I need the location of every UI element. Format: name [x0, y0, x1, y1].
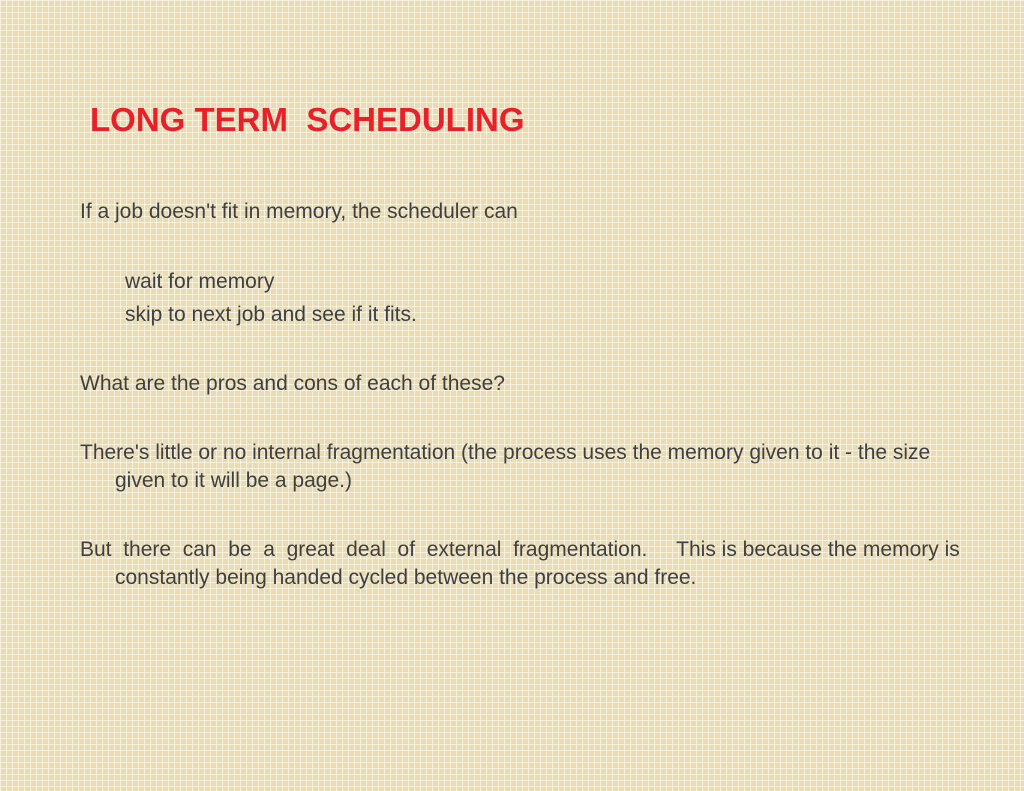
external-fragmentation-paragraph: [80, 536, 965, 592]
external-fragmentation-reason: This is because the memory is constantly being handed cycled between the process and free.: [115, 538, 960, 589]
internal-fragmentation-text: There's little or no internal fragmentation (the process uses the memory given to it - the size given to it will be a page.): [80, 441, 931, 492]
intro-text: If a job doesn't fit in memory, the scheduler can: [80, 200, 518, 223]
option-wait-for-memory: wait for memory: [125, 270, 275, 293]
option-skip-to-next-job: skip to next job and see if it fits.: [125, 303, 417, 326]
external-fragmentation-text: But there can be a great deal of external fragmentation.: [80, 538, 648, 561]
slide-title: LONG TERM SCHEDULING: [90, 101, 525, 138]
pros-cons-question: What are the pros and cons of each of these?: [80, 372, 505, 395]
